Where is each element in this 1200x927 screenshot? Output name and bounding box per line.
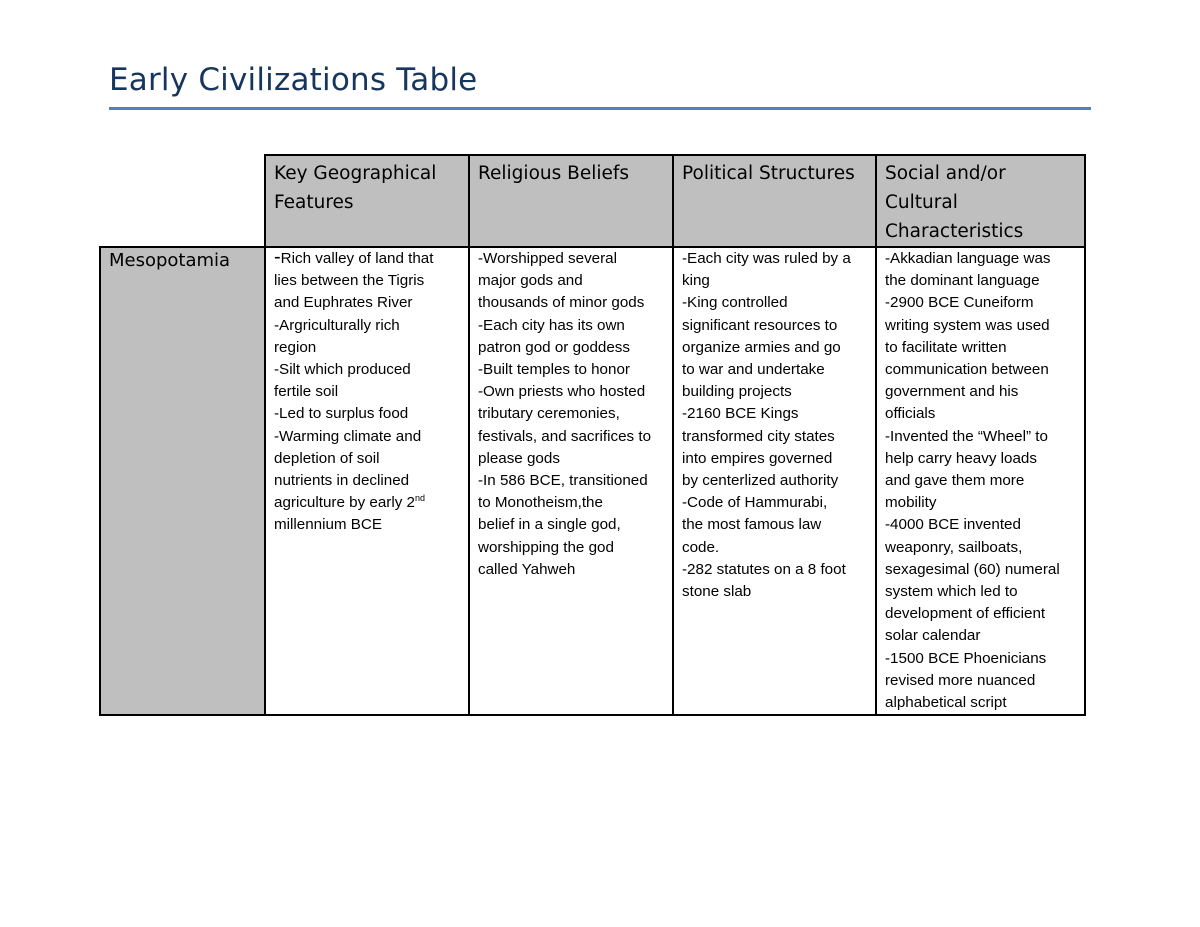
cell-line: belief in a single god, [478,516,621,534]
cell-religion [469,247,673,715]
cell-line: -1500 BCE Phoenicians [885,649,1047,667]
cell-lines [478,248,666,581]
cell-lines [885,248,1078,714]
cell-line: the dominant language [885,272,1040,290]
cell-line: -Akkadian language was [885,250,1051,267]
cell-line: solar calendar [885,627,981,645]
cell-line: stone slab [682,583,752,601]
page-title: Early Civilizations Table [109,62,478,98]
cell-line: patron god or goddess [478,338,630,356]
cell-line: king [682,272,710,290]
cell-line: called Yahweh [478,560,576,578]
civilizations-table [99,154,1086,716]
cell-line: help carry heavy loads [885,449,1037,467]
cell-line: region [274,338,317,356]
cell-lines [682,248,869,603]
cell-line: into empires governed [682,449,833,467]
cell-line: -Warming climate and [274,427,422,445]
cell-text: Rich valley of land that [280,250,434,267]
cell-line: communication between [885,361,1049,379]
cell-line: organize armies and go [682,338,841,356]
table-header-row [100,155,1085,247]
cell-line: transformed city states [682,427,835,445]
cell-line: and Euphrates River [274,294,413,312]
header-geography-line: Key Geographical [274,163,437,184]
cell-line: -Worshipped several [478,250,618,267]
row-label-civilization: Mesopotamia [100,247,265,715]
cell-line: to facilitate written [885,338,1007,356]
cell-line: nutrients in declined [274,472,410,490]
cell-line: -Led to surplus food [274,405,409,423]
table-row [100,247,1085,715]
cell-line: -Built temples to honor [478,361,630,379]
cell-line: lies between the Tigris [274,272,425,290]
cell-line: weaponry, sailboats, [885,538,1023,556]
cell-line: -In 586 BCE, transitioned [478,472,648,490]
cell-line: depletion of soil [274,449,380,467]
cell-line: -Each city was ruled by a [682,250,851,267]
cell-line: by centerlized authority [682,472,839,490]
cell-line: -2900 BCE Cuneiform [885,294,1034,312]
cell-line: alphabetical script [885,694,1007,712]
header-politics-line: Political Structures [682,163,855,184]
cell-line: -King controlled [682,294,788,312]
cell-line: millennium BCE [274,516,383,534]
cell-line: mobility [885,494,937,512]
cell-line: building projects [682,383,792,401]
header-social-line: Cultural [885,192,958,213]
header-social-line: Characteristics [885,221,1024,242]
cell-line: development of efficient [885,605,1046,623]
cell-politics [673,247,876,715]
cell-line: -Silt which produced [274,361,411,379]
cell-line: tributary ceremonies, [478,405,620,423]
cell-line: -2160 BCE Kings [682,405,799,423]
cell-line: writing system was used [885,316,1050,334]
header-politics [673,155,876,247]
cell-line: -282 statutes on a 8 foot [682,560,846,578]
cell-line: to war and undertake [682,361,825,379]
cell-text: agriculture by early 2 [274,494,415,512]
cell-line: thousands of minor gods [478,294,645,312]
cell-line: major gods and [478,272,583,290]
cell-line: -Own priests who hosted [478,383,646,401]
header-social [876,155,1085,247]
cell-geography [265,247,469,715]
cell-line: worshipping the god [478,538,614,556]
cell-social [876,247,1085,715]
header-geography-line: Features [274,192,354,213]
header-social-line: Social and/or [885,163,1006,184]
cell-line: -Code of Hammurabi, [682,494,828,512]
cell-line: sexagesimal (60) numeral [885,560,1060,578]
cell-line: government and his [885,383,1019,401]
header-corner-cell [100,155,265,247]
cell-line: -Invented the “Wheel” to [885,427,1048,445]
leading-dash: - [274,246,281,268]
title-underline [109,107,1091,110]
cell-line [274,492,462,514]
cell-line: -Each city has its own [478,316,625,334]
cell-lines [274,270,462,492]
cell-line [274,248,462,270]
cell-line: to Monotheism,the [478,494,603,512]
ordinal-superscript: nd [414,493,425,504]
cell-line: and gave them more [885,472,1025,490]
cell-line: -4000 BCE invented [885,516,1021,534]
header-religion-line: Religious Beliefs [478,163,630,184]
cell-line: system which led to [885,583,1018,601]
cell-line: festivals, and sacrifices to [478,427,652,445]
cell-line: please gods [478,449,560,467]
header-geography [265,155,469,247]
cell-line: officials [885,405,936,423]
cell-line: the most famous law [682,516,822,534]
cell-line: significant resources to [682,316,838,334]
cell-line: revised more nuanced [885,671,1036,689]
cell-line: code. [682,538,720,556]
cell-line: -Argriculturally rich [274,316,400,334]
cell-line: fertile soil [274,383,339,401]
header-religion [469,155,673,247]
